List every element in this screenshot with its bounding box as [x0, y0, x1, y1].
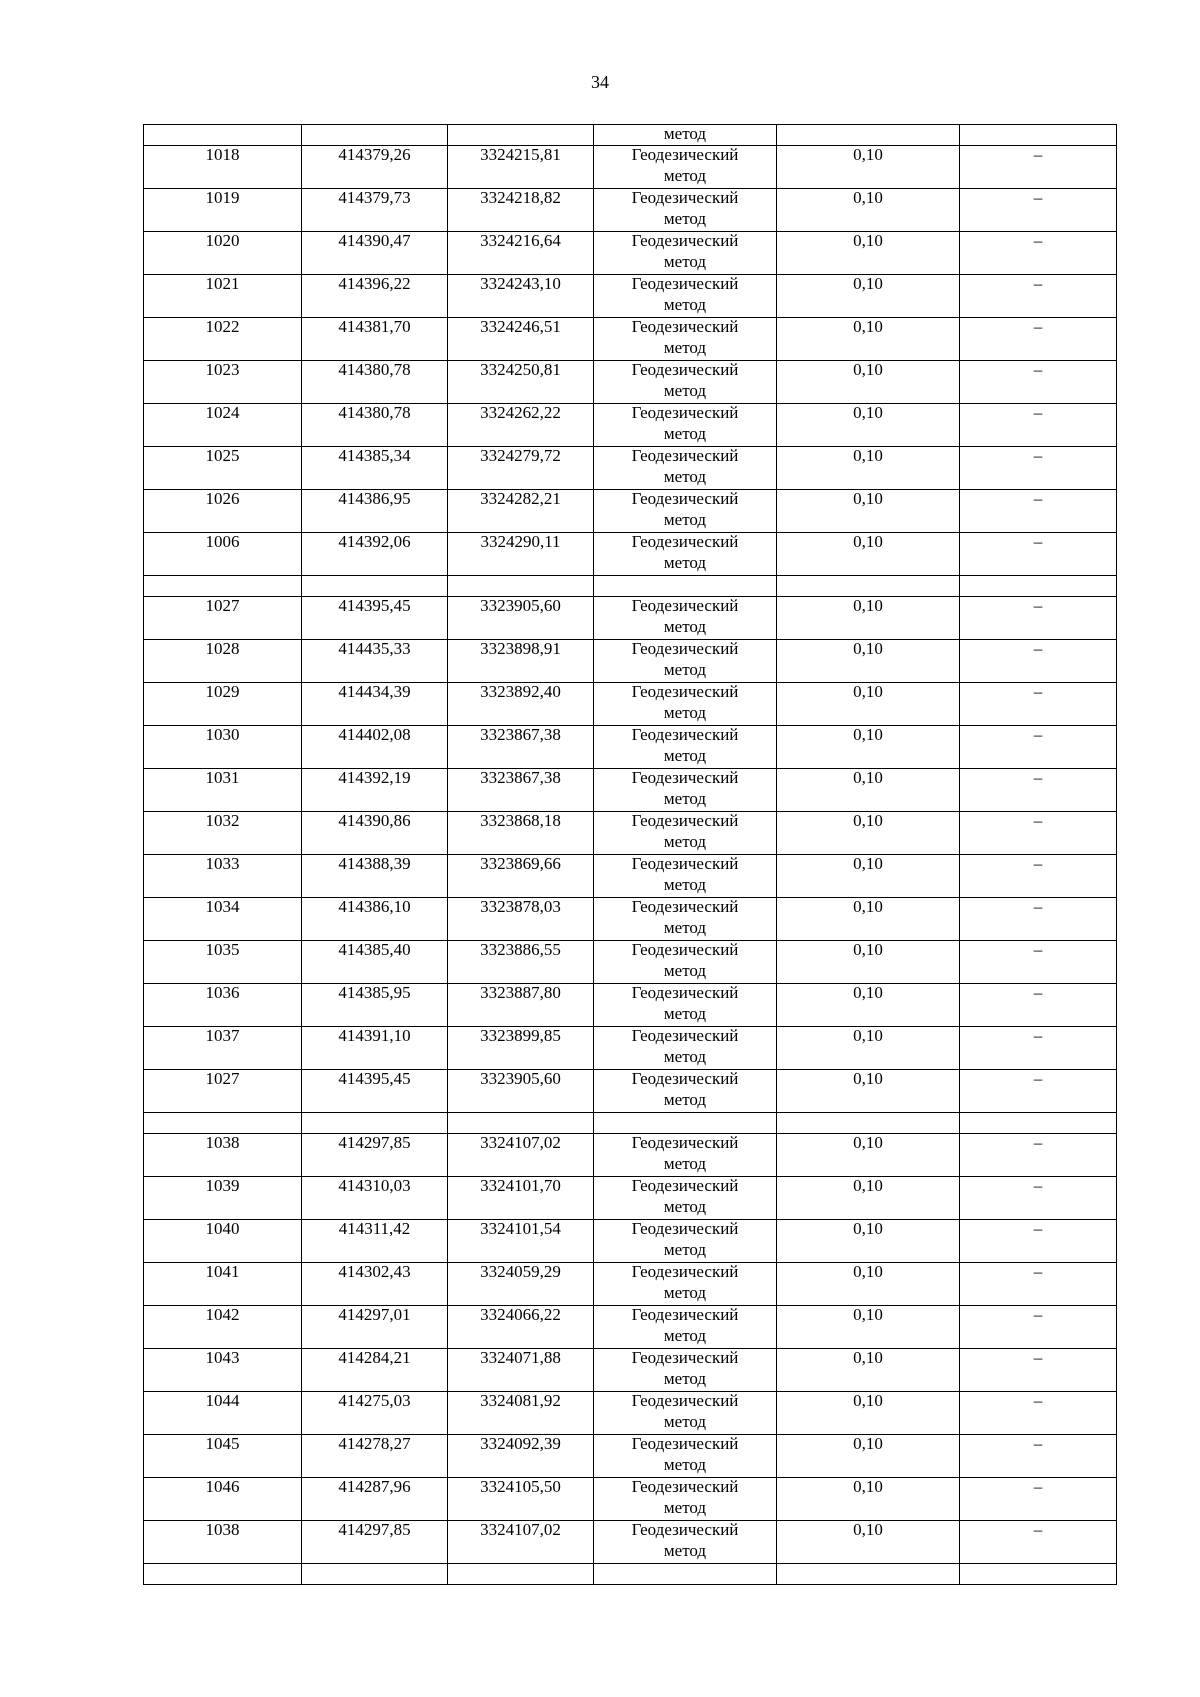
separator-row	[144, 1564, 1117, 1585]
description-cell: –	[960, 232, 1117, 275]
method-continuation-cell: метод	[594, 125, 777, 146]
description-cell: –	[960, 855, 1117, 898]
point-number-cell: 1022	[144, 318, 302, 361]
y-coordinate-cell: 3323869,66	[448, 855, 594, 898]
y-coordinate-cell: 3324101,54	[448, 1220, 594, 1263]
point-number-cell: 1028	[144, 640, 302, 683]
method-cell: Геодезический метод	[594, 232, 777, 275]
method-cell: Геодезический метод	[594, 1306, 777, 1349]
point-number-cell: 1040	[144, 1220, 302, 1263]
point-number-cell: 1038	[144, 1134, 302, 1177]
x-coordinate-cell: 414385,95	[302, 984, 448, 1027]
method-cell: Геодезический метод	[594, 1349, 777, 1392]
y-coordinate-cell: 3324107,02	[448, 1521, 594, 1564]
precision-cell: 0,10	[777, 146, 960, 189]
y-coordinate-cell: 3323867,38	[448, 726, 594, 769]
precision-cell: 0,10	[777, 1263, 960, 1306]
y-coordinate-cell: 3323898,91	[448, 640, 594, 683]
point-number-cell: 1038	[144, 1521, 302, 1564]
description-cell: –	[960, 1027, 1117, 1070]
separator-row	[144, 1113, 1117, 1134]
description-cell: –	[960, 726, 1117, 769]
table-cell	[594, 1564, 777, 1585]
method-cell: Геодезический метод	[594, 1220, 777, 1263]
coordinates-table	[143, 124, 1117, 1585]
y-coordinate-cell: 3324101,70	[448, 1177, 594, 1220]
precision-cell: 0,10	[777, 812, 960, 855]
point-number-cell: 1034	[144, 898, 302, 941]
y-coordinate-cell: 3324105,50	[448, 1478, 594, 1521]
precision-cell: 0,10	[777, 640, 960, 683]
precision-cell: 0,10	[777, 984, 960, 1027]
description-cell: –	[960, 447, 1117, 490]
precision-cell: 0,10	[777, 597, 960, 640]
precision-cell: 0,10	[777, 404, 960, 447]
method-cell: Геодезический метод	[594, 1478, 777, 1521]
y-coordinate-cell: 3324218,82	[448, 189, 594, 232]
table-row	[144, 1521, 1117, 1564]
precision-cell: 0,10	[777, 1521, 960, 1564]
point-number-cell: 1029	[144, 683, 302, 726]
table-row	[144, 490, 1117, 533]
description-cell: –	[960, 1435, 1117, 1478]
point-number-cell: 1033	[144, 855, 302, 898]
precision-cell: 0,10	[777, 941, 960, 984]
y-coordinate-cell: 3323887,80	[448, 984, 594, 1027]
table-cell	[144, 125, 302, 146]
x-coordinate-cell: 414380,78	[302, 404, 448, 447]
x-coordinate-cell: 414386,10	[302, 898, 448, 941]
table-row	[144, 1027, 1117, 1070]
y-coordinate-cell: 3324081,92	[448, 1392, 594, 1435]
x-coordinate-cell: 414311,42	[302, 1220, 448, 1263]
table-row	[144, 1263, 1117, 1306]
precision-cell: 0,10	[777, 855, 960, 898]
description-cell: –	[960, 812, 1117, 855]
point-number-cell: 1031	[144, 769, 302, 812]
table-cell	[144, 576, 302, 597]
continuation-row	[144, 125, 1117, 146]
y-coordinate-cell: 3324246,51	[448, 318, 594, 361]
point-number-cell: 1044	[144, 1392, 302, 1435]
precision-cell: 0,10	[777, 1435, 960, 1478]
description-cell: –	[960, 318, 1117, 361]
page-number: 34	[591, 72, 609, 92]
method-cell: Геодезический метод	[594, 1070, 777, 1113]
method-cell: Геодезический метод	[594, 769, 777, 812]
point-number-cell: 1019	[144, 189, 302, 232]
method-cell: Геодезический метод	[594, 1392, 777, 1435]
point-number-cell: 1041	[144, 1263, 302, 1306]
x-coordinate-cell: 414297,01	[302, 1306, 448, 1349]
table-row	[144, 726, 1117, 769]
table-cell	[144, 1564, 302, 1585]
table-row	[144, 275, 1117, 318]
point-number-cell: 1037	[144, 1027, 302, 1070]
point-number-cell: 1024	[144, 404, 302, 447]
precision-cell: 0,10	[777, 232, 960, 275]
description-cell: –	[960, 361, 1117, 404]
x-coordinate-cell: 414395,45	[302, 597, 448, 640]
description-cell: –	[960, 1306, 1117, 1349]
precision-cell: 0,10	[777, 1349, 960, 1392]
table-row	[144, 1070, 1117, 1113]
table-cell	[960, 125, 1117, 146]
method-cell: Геодезический метод	[594, 597, 777, 640]
separator-row	[144, 576, 1117, 597]
precision-cell: 0,10	[777, 490, 960, 533]
description-cell: –	[960, 1134, 1117, 1177]
table-row	[144, 898, 1117, 941]
method-cell: Геодезический метод	[594, 404, 777, 447]
table-cell	[777, 1113, 960, 1134]
table-row	[144, 1392, 1117, 1435]
description-cell: –	[960, 275, 1117, 318]
y-coordinate-cell: 3324290,11	[448, 533, 594, 576]
table-cell	[777, 576, 960, 597]
method-cell: Геодезический метод	[594, 1027, 777, 1070]
table-cell	[448, 125, 594, 146]
description-cell: –	[960, 683, 1117, 726]
point-number-cell: 1030	[144, 726, 302, 769]
description-cell: –	[960, 1220, 1117, 1263]
method-cell: Геодезический метод	[594, 984, 777, 1027]
x-coordinate-cell: 414434,39	[302, 683, 448, 726]
point-number-cell: 1018	[144, 146, 302, 189]
x-coordinate-cell: 414402,08	[302, 726, 448, 769]
point-number-cell: 1025	[144, 447, 302, 490]
method-cell: Геодезический метод	[594, 533, 777, 576]
x-coordinate-cell: 414297,85	[302, 1521, 448, 1564]
method-cell: Геодезический метод	[594, 318, 777, 361]
x-coordinate-cell: 414297,85	[302, 1134, 448, 1177]
x-coordinate-cell: 414381,70	[302, 318, 448, 361]
table-row	[144, 318, 1117, 361]
method-cell: Геодезический метод	[594, 189, 777, 232]
description-cell: –	[960, 898, 1117, 941]
table-row	[144, 1220, 1117, 1263]
description-cell: –	[960, 1263, 1117, 1306]
table-row	[144, 1134, 1117, 1177]
point-number-cell: 1027	[144, 1070, 302, 1113]
x-coordinate-cell: 414287,96	[302, 1478, 448, 1521]
table-row	[144, 146, 1117, 189]
description-cell: –	[960, 941, 1117, 984]
table-cell	[594, 1113, 777, 1134]
table-cell	[302, 1113, 448, 1134]
precision-cell: 0,10	[777, 361, 960, 404]
table-row	[144, 533, 1117, 576]
point-number-cell: 1021	[144, 275, 302, 318]
x-coordinate-cell: 414278,27	[302, 1435, 448, 1478]
method-cell: Геодезический метод	[594, 855, 777, 898]
table-row	[144, 941, 1117, 984]
y-coordinate-cell: 3323867,38	[448, 769, 594, 812]
y-coordinate-cell: 3324215,81	[448, 146, 594, 189]
y-coordinate-cell: 3324262,22	[448, 404, 594, 447]
description-cell: –	[960, 189, 1117, 232]
y-coordinate-cell: 3324282,21	[448, 490, 594, 533]
precision-cell: 0,10	[777, 447, 960, 490]
table-cell	[448, 1564, 594, 1585]
point-number-cell: 1036	[144, 984, 302, 1027]
y-coordinate-cell: 3324066,22	[448, 1306, 594, 1349]
precision-cell: 0,10	[777, 1134, 960, 1177]
y-coordinate-cell: 3324243,10	[448, 275, 594, 318]
method-cell: Геодезический метод	[594, 941, 777, 984]
description-cell: –	[960, 1177, 1117, 1220]
x-coordinate-cell: 414392,19	[302, 769, 448, 812]
method-cell: Геодезический метод	[594, 146, 777, 189]
description-cell: –	[960, 1349, 1117, 1392]
method-cell: Геодезический метод	[594, 898, 777, 941]
precision-cell: 0,10	[777, 189, 960, 232]
description-cell: –	[960, 597, 1117, 640]
x-coordinate-cell: 414396,22	[302, 275, 448, 318]
table-cell	[302, 125, 448, 146]
y-coordinate-cell: 3324216,64	[448, 232, 594, 275]
table-cell	[448, 1113, 594, 1134]
table-cell	[302, 1564, 448, 1585]
point-number-cell: 1035	[144, 941, 302, 984]
point-number-cell: 1006	[144, 533, 302, 576]
x-coordinate-cell: 414395,45	[302, 1070, 448, 1113]
method-cell: Геодезический метод	[594, 1521, 777, 1564]
point-number-cell: 1043	[144, 1349, 302, 1392]
y-coordinate-cell: 3324092,39	[448, 1435, 594, 1478]
x-coordinate-cell: 414392,06	[302, 533, 448, 576]
description-cell: –	[960, 640, 1117, 683]
description-cell: –	[960, 1521, 1117, 1564]
description-cell: –	[960, 1392, 1117, 1435]
method-cell: Геодезический метод	[594, 1263, 777, 1306]
table-cell	[777, 1564, 960, 1585]
precision-cell: 0,10	[777, 318, 960, 361]
precision-cell: 0,10	[777, 1177, 960, 1220]
table-row	[144, 1349, 1117, 1392]
precision-cell: 0,10	[777, 275, 960, 318]
precision-cell: 0,10	[777, 1392, 960, 1435]
x-coordinate-cell: 414386,95	[302, 490, 448, 533]
table-cell	[960, 1113, 1117, 1134]
table-row	[144, 189, 1117, 232]
table-cell	[594, 576, 777, 597]
x-coordinate-cell: 414302,43	[302, 1263, 448, 1306]
precision-cell: 0,10	[777, 683, 960, 726]
description-cell: –	[960, 533, 1117, 576]
point-number-cell: 1042	[144, 1306, 302, 1349]
point-number-cell: 1039	[144, 1177, 302, 1220]
table-row	[144, 812, 1117, 855]
x-coordinate-cell: 414391,10	[302, 1027, 448, 1070]
x-coordinate-cell: 414388,39	[302, 855, 448, 898]
precision-cell: 0,10	[777, 1478, 960, 1521]
x-coordinate-cell: 414379,73	[302, 189, 448, 232]
table-row	[144, 232, 1117, 275]
table-row	[144, 404, 1117, 447]
x-coordinate-cell: 414380,78	[302, 361, 448, 404]
table-cell	[777, 125, 960, 146]
description-cell: –	[960, 1070, 1117, 1113]
method-cell: Геодезический метод	[594, 812, 777, 855]
method-cell: Геодезический метод	[594, 726, 777, 769]
point-number-cell: 1026	[144, 490, 302, 533]
method-cell: Геодезический метод	[594, 640, 777, 683]
y-coordinate-cell: 3324059,29	[448, 1263, 594, 1306]
x-coordinate-cell: 414385,40	[302, 941, 448, 984]
table-row	[144, 769, 1117, 812]
x-coordinate-cell: 414390,86	[302, 812, 448, 855]
y-coordinate-cell: 3323886,55	[448, 941, 594, 984]
table-row	[144, 1306, 1117, 1349]
method-cell: Геодезический метод	[594, 1177, 777, 1220]
x-coordinate-cell: 414385,34	[302, 447, 448, 490]
table-row	[144, 1478, 1117, 1521]
table-cell	[448, 576, 594, 597]
point-number-cell: 1032	[144, 812, 302, 855]
precision-cell: 0,10	[777, 533, 960, 576]
table-row	[144, 855, 1117, 898]
x-coordinate-cell: 414275,03	[302, 1392, 448, 1435]
table-row	[144, 1177, 1117, 1220]
point-number-cell: 1046	[144, 1478, 302, 1521]
method-cell: Геодезический метод	[594, 683, 777, 726]
y-coordinate-cell: 3324279,72	[448, 447, 594, 490]
precision-cell: 0,10	[777, 1306, 960, 1349]
table-cell	[144, 1113, 302, 1134]
precision-cell: 0,10	[777, 726, 960, 769]
method-cell: Геодезический метод	[594, 447, 777, 490]
x-coordinate-cell: 414310,03	[302, 1177, 448, 1220]
description-cell: –	[960, 490, 1117, 533]
table-row	[144, 1435, 1117, 1478]
description-cell: –	[960, 984, 1117, 1027]
table-row	[144, 447, 1117, 490]
x-coordinate-cell: 414284,21	[302, 1349, 448, 1392]
method-cell: Геодезический метод	[594, 275, 777, 318]
table-row	[144, 361, 1117, 404]
table-row	[144, 984, 1117, 1027]
description-cell: –	[960, 146, 1117, 189]
x-coordinate-cell: 414435,33	[302, 640, 448, 683]
description-cell: –	[960, 404, 1117, 447]
table-cell	[960, 576, 1117, 597]
precision-cell: 0,10	[777, 1070, 960, 1113]
y-coordinate-cell: 3323905,60	[448, 597, 594, 640]
table-row	[144, 597, 1117, 640]
x-coordinate-cell: 414390,47	[302, 232, 448, 275]
description-cell: –	[960, 1478, 1117, 1521]
precision-cell: 0,10	[777, 1027, 960, 1070]
y-coordinate-cell: 3323892,40	[448, 683, 594, 726]
method-cell: Геодезический метод	[594, 1435, 777, 1478]
point-number-cell: 1020	[144, 232, 302, 275]
method-cell: Геодезический метод	[594, 490, 777, 533]
table-cell	[302, 576, 448, 597]
method-cell: Геодезический метод	[594, 1134, 777, 1177]
point-number-cell: 1027	[144, 597, 302, 640]
y-coordinate-cell: 3323878,03	[448, 898, 594, 941]
y-coordinate-cell: 3324071,88	[448, 1349, 594, 1392]
y-coordinate-cell: 3323868,18	[448, 812, 594, 855]
method-cell: Геодезический метод	[594, 361, 777, 404]
y-coordinate-cell: 3323899,85	[448, 1027, 594, 1070]
table-cell	[960, 1564, 1117, 1585]
point-number-cell: 1023	[144, 361, 302, 404]
y-coordinate-cell: 3324250,81	[448, 361, 594, 404]
table-row	[144, 683, 1117, 726]
y-coordinate-cell: 3323905,60	[448, 1070, 594, 1113]
table-row	[144, 640, 1117, 683]
precision-cell: 0,10	[777, 1220, 960, 1263]
precision-cell: 0,10	[777, 898, 960, 941]
description-cell: –	[960, 769, 1117, 812]
precision-cell: 0,10	[777, 769, 960, 812]
x-coordinate-cell: 414379,26	[302, 146, 448, 189]
point-number-cell: 1045	[144, 1435, 302, 1478]
y-coordinate-cell: 3324107,02	[448, 1134, 594, 1177]
